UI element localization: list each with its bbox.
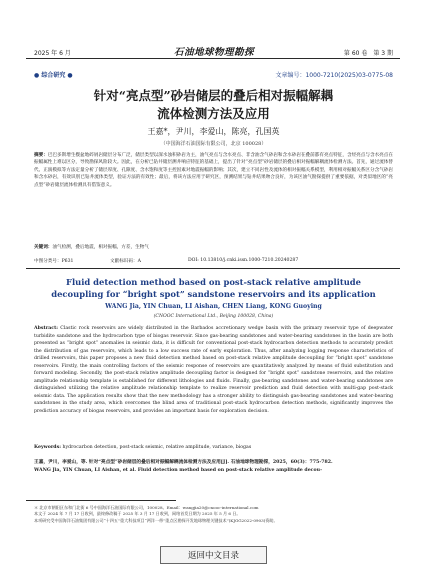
journal-logo: 石油地球物理勘探 <box>174 47 255 58</box>
english-keywords-label: Keywords: <box>34 445 61 450</box>
citation <box>34 459 393 474</box>
document-code: 文献标识码：A <box>110 259 141 264</box>
english-authors: WANG Jia, YIN Chuan, LI Aishan, CHEN Liang, KONG Guoying <box>105 303 322 310</box>
return-to-toc-button[interactable]: 返回中文目录 <box>160 546 267 564</box>
footnotes <box>34 505 393 524</box>
clc-number: 中图分类号：P631 <box>34 259 74 264</box>
footnote-1: ＊ 北京市朝阳区东和门北街 6 号中国海洋石油国际有限公司，100028。Email：wangjia20@cnooc-international.com <box>34 505 259 510</box>
chinese-abstract-label: 摘要： <box>34 153 48 158</box>
footnote-2: 本文于 2024 年 7 月 17 日收到，最终修改稿于 2025 年 3 月 17 日收到，网络首发日期为 2025 年 5 月 6 日。 <box>34 511 241 517</box>
header-rule <box>26 58 400 59</box>
chinese-affiliation: （中国海洋石油国际有限公司，北京 100028） <box>160 141 267 147</box>
chinese-abstract-text: 巴巴多斯增生楔盆地碎屑岩储层分布广泛，储层类型以深水浊积砂岩为主，油气亮点与含水亮点、非含油含气砂岩和含水砂岩在叠前都有亮点特征，含烃亮点与含水亮点在振幅属性上难以区分，导致勘探风险较大。因此，在分析已钻井储层测井响应特征的基础上，提出了针对“亮点型”砂岩储层的叠后相对振幅解耦流体检测方法。首先，通过流体替代、正演模拟等方法定量分析了储层厚度、孔隙度、含水饱和度等主控因素对地震振幅的影响；其次，建立不同岩性及流体的相对振幅关系模型，利用相对振幅关系区分含气砂岩和含水砂岩，有效识别已钻井流体类型，验证方法的有效性；最后，将该方法应用于研究区，预测结果与钻井结果吻合良好，为该区油气勘探提供了重要依据，对类似地区的“亮点型”砂岩储层流体检测具有借鉴意义。 <box>34 153 393 188</box>
chinese-title <box>30 87 397 123</box>
english-keywords <box>34 444 393 452</box>
english-title-line2: decoupling for “bright spot” sandstone reservoirs and its application <box>51 289 376 299</box>
english-title-line1: Fluid detection method based on post-stack relative amplitude <box>66 277 361 287</box>
english-abstract-label: Abstract: <box>34 326 58 331</box>
citation-cn: 王嘉，尹川，李爱山，等. 针对“亮点型”砂岩储层的叠后相对振幅解耦流体检测方法及应用[J]. 石油地球物理勘探，2025，60(3)：775-782. <box>34 460 333 465</box>
footnote-3: 本项研究受中国海洋石油集团有限公司“十四五”重大科技项目“两洋一带”重点区勘探开发地球物理关键技术”(KJGG2022-0903)资助。 <box>34 517 278 523</box>
volume-issue: 第 60 卷 第 3 期 <box>343 50 393 57</box>
chinese-title-line1: 针对“亮点型”砂岩储层的叠后相对振幅解耦 <box>93 88 334 103</box>
english-title <box>30 276 397 300</box>
doi-link[interactable]: DOI: 10.13810/j.cnki.issn.1000-7210.20240287 <box>188 258 299 263</box>
chinese-authors: 王嘉*，尹川，李爱山，陈亮，孔国英 <box>147 127 280 136</box>
section-rule <box>26 268 400 269</box>
section-tag: ● 综合研究 ● <box>34 72 73 79</box>
chinese-abstract <box>34 152 393 189</box>
document-id: 文章编号：1000-7210(2025)03-0775-08 <box>275 72 393 79</box>
english-keywords-text: hydrocarbon detection, post-stack seismic, relative amplitude, variance, biogas <box>62 445 252 450</box>
english-abstract-text: Clastic rock reservoirs are widely distributed in the Barbados accretionary wedge basin with the primary reservoir type of deepwater turbidite sandstone and the hydrocarbon type of biogas reservoir. Since gas-bearing sandstones and water-bearing sandstones in the basin are both presented as “bright spot” anomalies in seismic data, it is difficult for conventional post-stack hydrocarbon detection methods to accurately predict the distribution of gas reservoirs, which leads to a low success rate of early exploration. Thus, after analyzing logging response characteristics of drilled reservoirs, this paper proposes a new fluid detection method based on post-stack relative amplitude decoupling for “bright spot” sandstone reservoirs. Firstly, the main controlling factors of the seismic response of reservoirs are quantitatively analyzed by means of fluid substitution and forward modeling. Secondly, the post-stack relative amplitude decoupling factor is designed for “bright spot” sandstone reservoirs, and the relative amplitude relationship template is established for different lithologies and fluids. Finally, gas-bearing sandstones and water-bearing sandstones are distinguished utilizing the relative amplitude relationship template to realize reservoir prediction and fluid detection with multi-gap post-stack seismic data. The application results show that the new methodology has a stronger ability to distinguish gas-bearing sandstones and water-bearing sandstones in the study area, which overcomes the blind area of traditional post-stack hydrocarbon detection methods, significantly improves the prediction accuracy of biogas reservoirs, and provides an important basis for exploration decision. <box>34 326 393 414</box>
citation-en: WANG Jia, YIN Chuan, LI Aishan, et al. Fluid detection method based on post-stack relative amplitude decou- <box>34 467 323 473</box>
english-affiliation: (CNOOC International Ltd., Beijing 100028, China) <box>153 314 274 319</box>
journal-date: 2025 年 6 月 <box>34 50 71 57</box>
english-abstract <box>34 325 393 415</box>
chinese-title-line2: 流体检测方法及应用 <box>157 106 270 121</box>
chinese-keywords <box>34 244 393 250</box>
chinese-keywords-text: 油气检测，叠后地震，相对振幅，方差，生物气 <box>52 245 149 250</box>
footnote-rule <box>26 500 176 501</box>
chinese-keywords-label: 关键词： <box>34 245 53 250</box>
